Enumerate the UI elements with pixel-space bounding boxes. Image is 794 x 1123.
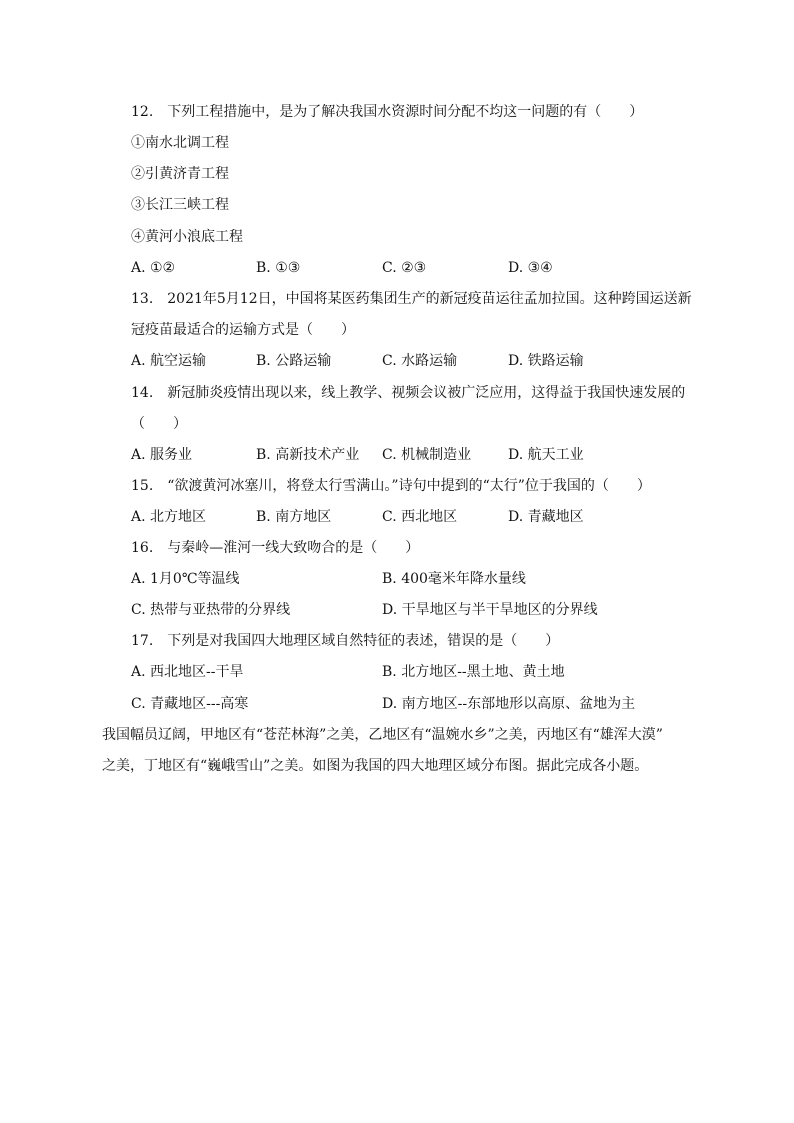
question-14-stem-line-1: 14. 新冠肺炎疫情出现以来，线上教学、视频会议被广泛应用，这得益于我国快速发展的	[131, 385, 686, 401]
question-13-option-d: D. 铁路运输	[508, 353, 584, 369]
intro-paragraph-line-1: 我国幅员辽阔，甲地区有“苍茫林海”之美，乙地区有“温婉水乡”之美，丙地区有“雄浑大漠”	[102, 727, 663, 743]
question-17-option-b: B. 北方地区--黑土地、黄土地	[382, 664, 565, 680]
question-16-option-c: C. 热带与亚热带的分界线	[131, 602, 291, 618]
question-12-option-d: D. ③④	[508, 260, 553, 276]
intro-paragraph-line-2: 之美，丁地区有“巍峨雪山”之美。如图为我国的四大地理区域分布图。据此完成各小题。	[102, 758, 649, 774]
question-17-option-c: C. 青藏地区---高寒	[131, 696, 249, 712]
question-12-item-2: ②引黄济青工程	[131, 166, 229, 182]
question-13-stem-line-1: 13. 2021年5月12日，中国将某医药集团生产的新冠疫苗运往孟加拉国。这种跨国运送新	[131, 291, 692, 307]
question-12-option-b: B. ①③	[256, 260, 301, 276]
question-16-stem: 16. 与秦岭—淮河一线大致吻合的是（ ）	[131, 540, 420, 556]
question-12-item-1: ①南水北调工程	[131, 135, 229, 151]
question-13-option-a: A. 航空运输	[131, 353, 207, 369]
question-12-option-a: A. ①②	[131, 260, 176, 276]
question-14-option-d: D. 航天工业	[508, 447, 584, 463]
question-16-option-d: D. 干旱地区与半干旱地区的分界线	[382, 602, 598, 618]
question-13-option-c: C. 水路运输	[382, 353, 458, 369]
question-15-option-d: D. 青藏地区	[508, 509, 584, 525]
question-16-option-b: B. 400毫米年降水量线	[382, 571, 526, 587]
question-15-option-b: B. 南方地区	[256, 509, 332, 525]
question-15-option-c: C. 西北地区	[382, 509, 458, 525]
question-12-item-4: ④黄河小浪底工程	[131, 229, 243, 245]
question-17-stem: 17. 下列是对我国四大地理区域自然特征的表述，错误的是（ ）	[131, 633, 560, 649]
question-17-option-a: A. 西北地区--干旱	[131, 664, 244, 680]
question-13-stem-line-2: 冠疫苗最适合的运输方式是（ ）	[131, 322, 355, 338]
question-16-option-a: A. 1月0℃等温线	[131, 571, 240, 587]
question-15-option-a: A. 北方地区	[131, 509, 207, 525]
question-12-stem: 12. 下列工程措施中，是为了解决我国水资源时间分配不均这一问题的有（ ）	[131, 104, 644, 120]
question-14-stem-line-2: （ ）	[131, 416, 187, 432]
question-14-option-a: A. 服务业	[131, 447, 193, 463]
question-15-stem: 15. “欲渡黄河冰塞川，将登太行雪满山。”诗句中提到的“太行”位于我国的（ ）	[131, 478, 651, 494]
question-12-item-3: ③长江三峡工程	[131, 197, 229, 213]
question-13-option-b: B. 公路运输	[256, 353, 332, 369]
question-14-option-b: B. 高新技术产业	[256, 447, 360, 463]
question-12-option-c: C. ②③	[382, 260, 427, 276]
question-14-option-c: C. 机械制造业	[382, 447, 472, 463]
question-17-option-d: D. 南方地区--东部地形以高原、盆地为主	[382, 696, 636, 712]
